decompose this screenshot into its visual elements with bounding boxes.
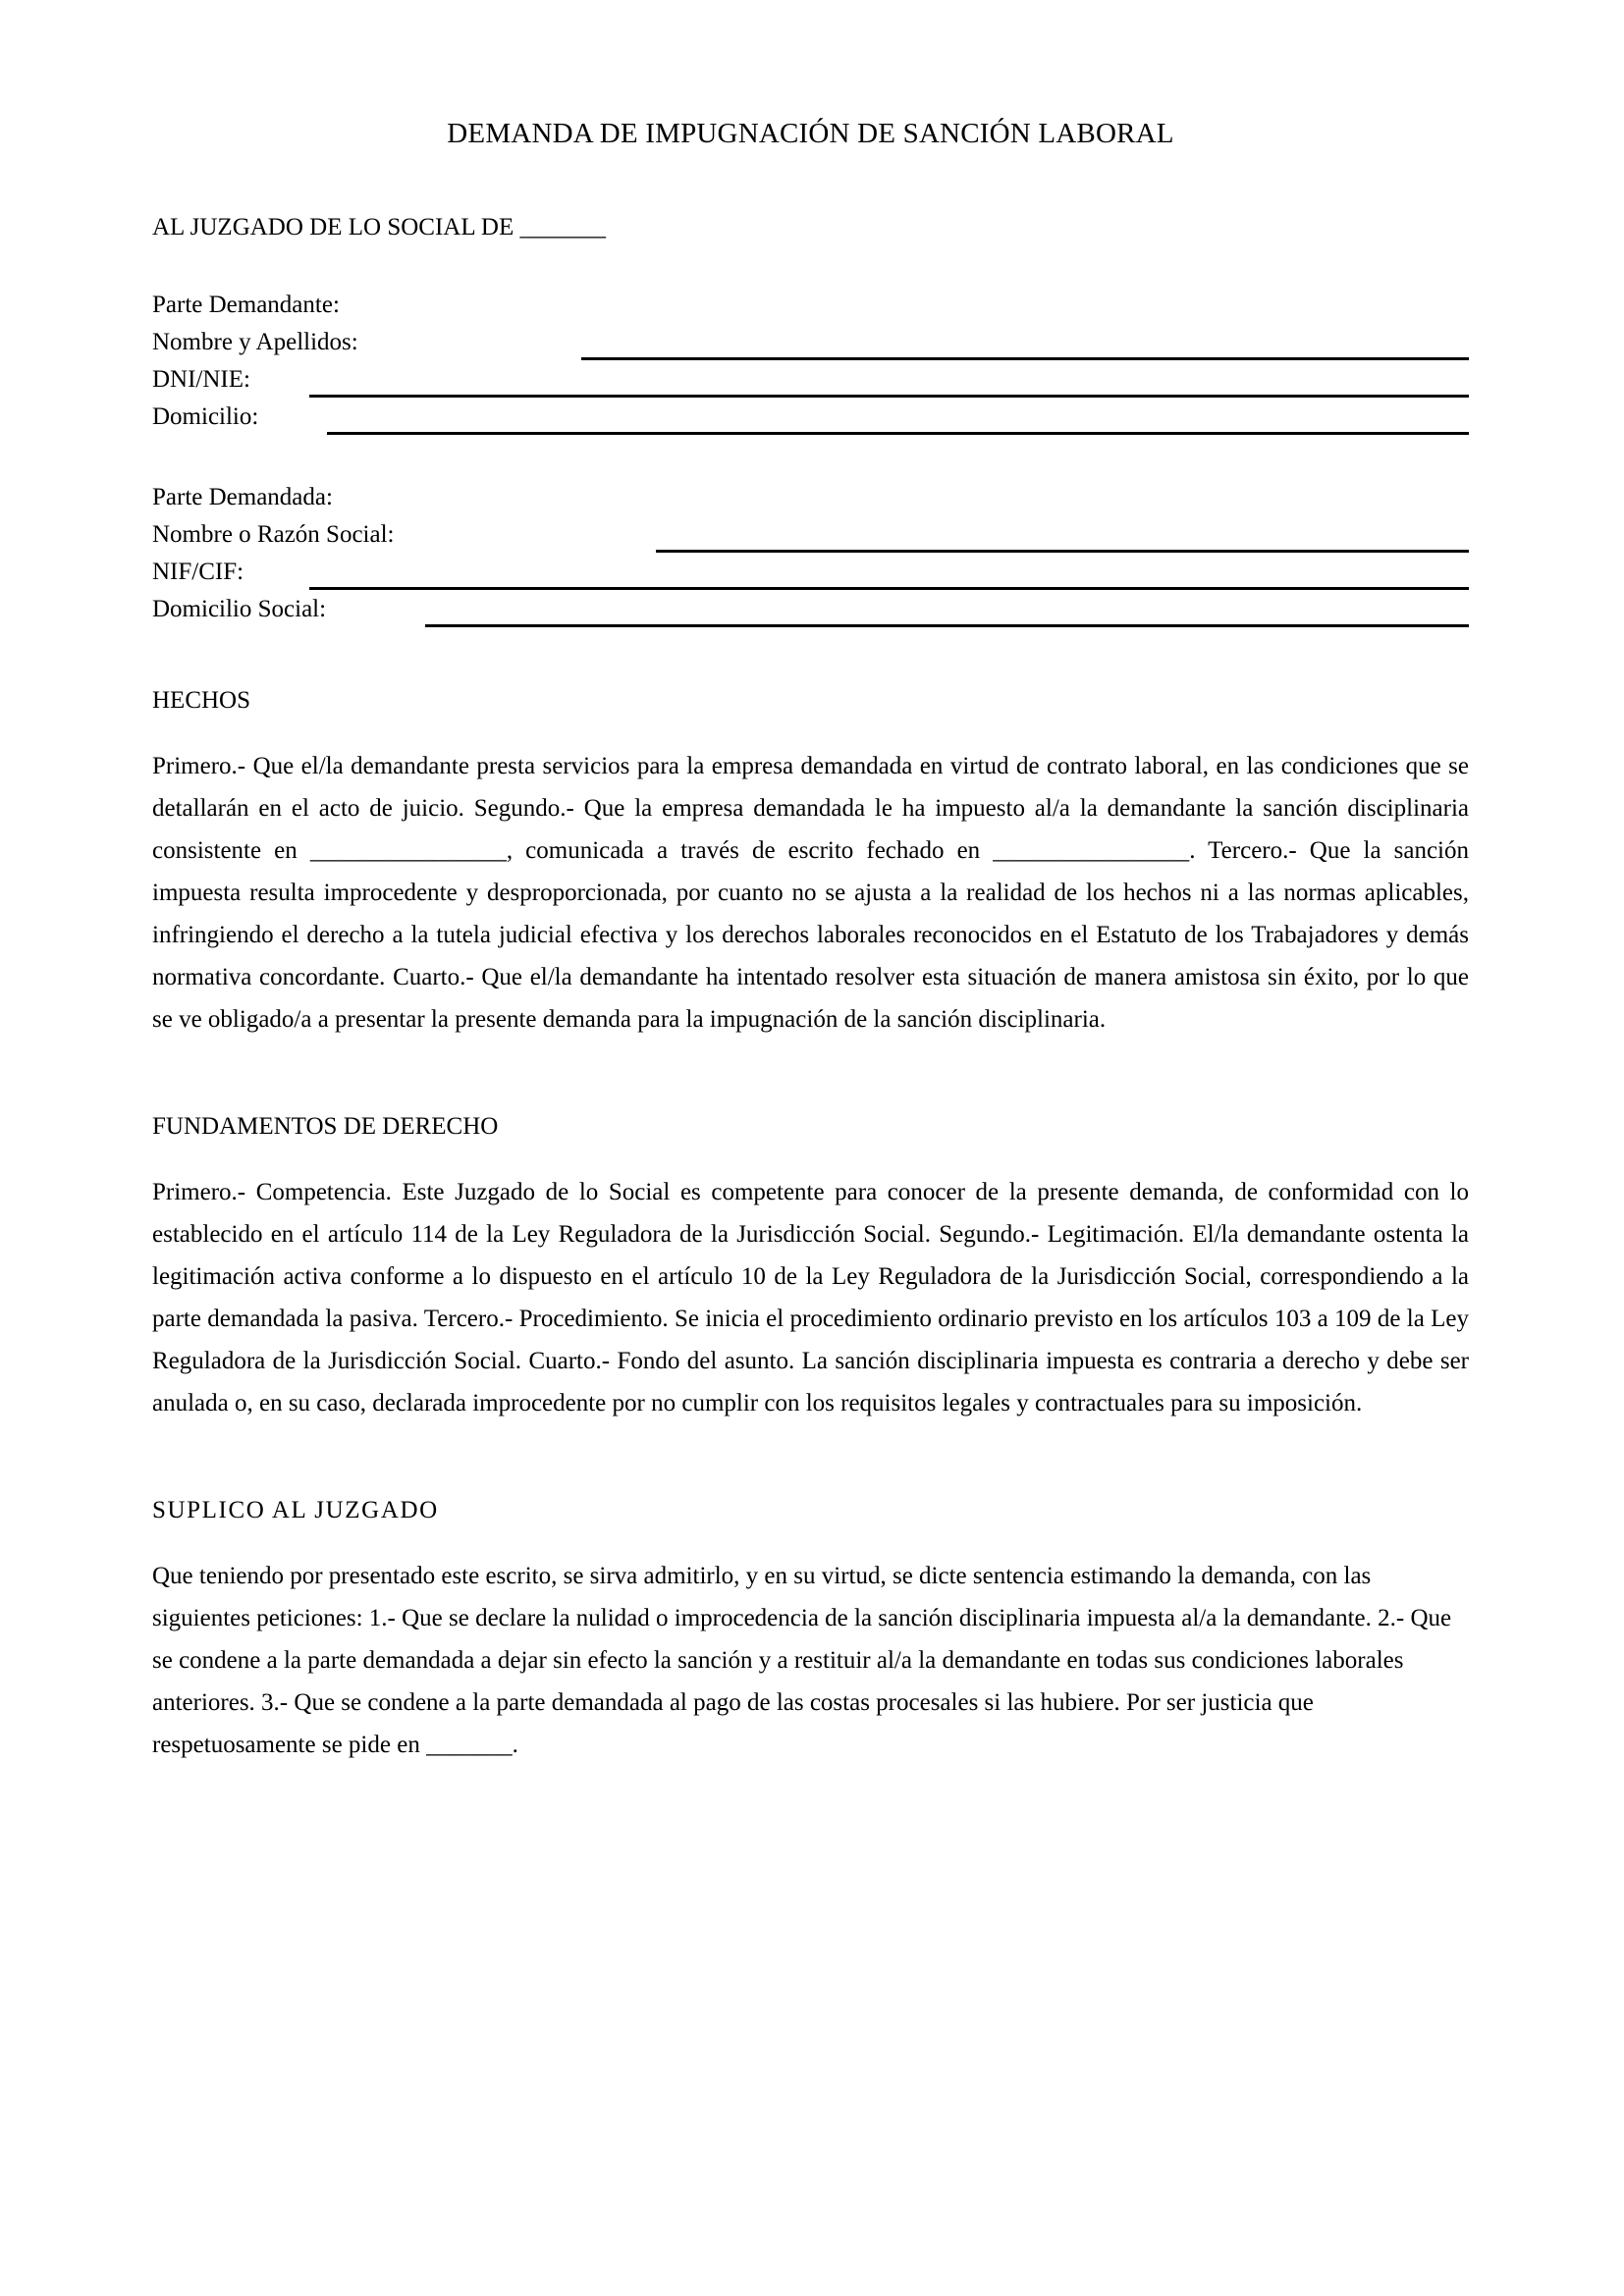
- section-heading-suplico: SUPLICO AL JUZGADO: [152, 1497, 439, 1523]
- defendant-address-input[interactable]: [425, 624, 1469, 627]
- claimant-address-input[interactable]: [327, 432, 1469, 435]
- section-heading-hechos: HECHOS: [152, 686, 251, 714]
- section-hechos: [152, 685, 1469, 1041]
- defendant-id-label: NIF/CIF:: [152, 559, 249, 585]
- section-heading-fundamentos: FUNDAMENTOS DE DERECHO: [152, 1112, 499, 1140]
- claimant-block: [152, 287, 1469, 436]
- claimant-name-input[interactable]: [581, 357, 1469, 360]
- claimant-name-row: [152, 324, 1469, 361]
- section-body-suplico: Que teniendo por presentado este escrito, se sirva admitirlo, y en su virtud, se dicte sentencia estimando la demanda, con las siguientes peticiones: 1.- Que se declare la nulidad o improcedencia de la sanción disciplinaria impuesta al/a la demandante. 2.- Que se condene a la parte demandada a dejar sin efecto la sanción y a restituir al/a la demandante en todas sus condiciones laborales anteriores. 3.- Que se condene a la parte demandada al pago de las costas procesales si las hubiere. Por ser justicia que respetuosamente se pide en _______.: [152, 1563, 1452, 1759]
- section-suplico: [152, 1495, 1469, 1766]
- defendant-id-input[interactable]: [309, 587, 1469, 590]
- claimant-id-row: [152, 361, 1469, 399]
- defendant-address-row: [152, 591, 1469, 628]
- page-title: DEMANDA DE IMPUGNACIÓN DE SANCIÓN LABORAL: [447, 118, 1174, 149]
- defendant-name-row: [152, 516, 1469, 554]
- section-fundamentos: [152, 1111, 1469, 1424]
- section-body-hechos: Primero.- Que el/la demandante presta servicios para la empresa demandada en virtud de contrato laboral, en las condiciones que se detallarán en el acto de juicio. Segundo.- Que la empresa demandada le ha impuesto al/a la demandante la sanción disciplinaria consistente en ________________, comunicada a través de escrito fechado en ________________. Tercero.- Que la sanción impuesta resulta improcedente y desproporcionada, por cuanto no se ajusta a la realidad de los hechos ni a las normas aplicables, infringiendo el derecho a la tutela judicial efectiva y los derechos laborales reconocidos en el Estatuto de los Trabajadores y demás normativa concordante. Cuarto.- Que el/la demandante ha intentado resolver esta situación de manera amistosa sin éxito, por lo que se ve obligado/a a presentar la presente demanda para la impugnación de la sanción disciplinaria.: [152, 752, 1469, 1033]
- court-addressee-line: AL JUZGADO DE LO SOCIAL DE _______: [152, 214, 606, 241]
- defendant-name-input[interactable]: [656, 550, 1469, 553]
- defendant-block: [152, 479, 1469, 628]
- claimant-name-label: Nombre y Apellidos:: [152, 329, 364, 355]
- claimant-address-label: Domicilio:: [152, 403, 264, 430]
- defendant-id-row: [152, 554, 1469, 591]
- claimant-id-input[interactable]: [309, 395, 1469, 398]
- claimant-address-row: [152, 399, 1469, 436]
- claimant-id-label: DNI/NIE:: [152, 366, 256, 393]
- claimant-heading: Parte Demandante:: [152, 291, 340, 318]
- defendant-address-label: Domicilio Social:: [152, 596, 332, 622]
- defendant-name-label: Nombre o Razón Social:: [152, 521, 400, 548]
- defendant-heading: Parte Demandada:: [152, 483, 333, 510]
- document-content: [152, 0, 1469, 1766]
- section-body-fundamentos: Primero.- Competencia. Este Juzgado de lo Social es competente para conocer de la presente demanda, de conformidad con lo establecido en el artículo 114 de la Ley Reguladora de la Jurisdicción Social. Segundo.- Legitimación. El/la demandante ostenta la legitimación activa conforme a lo dispuesto en el artículo 10 de la Ley Reguladora de la Jurisdicción Social, correspondiendo a la parte demandada la pasiva. Tercero.- Procedimiento. Se inicia el procedimiento ordinario previsto en los artículos 103 a 109 de la Ley Reguladora de la Jurisdicción Social. Cuarto.- Fondo del asunto. La sanción disciplinaria impuesta es contraria a derecho y debe ser anulada o, en su caso, declarada improcedente por no cumplir con los requisitos legales y contractuales para su imposición.: [152, 1179, 1469, 1416]
